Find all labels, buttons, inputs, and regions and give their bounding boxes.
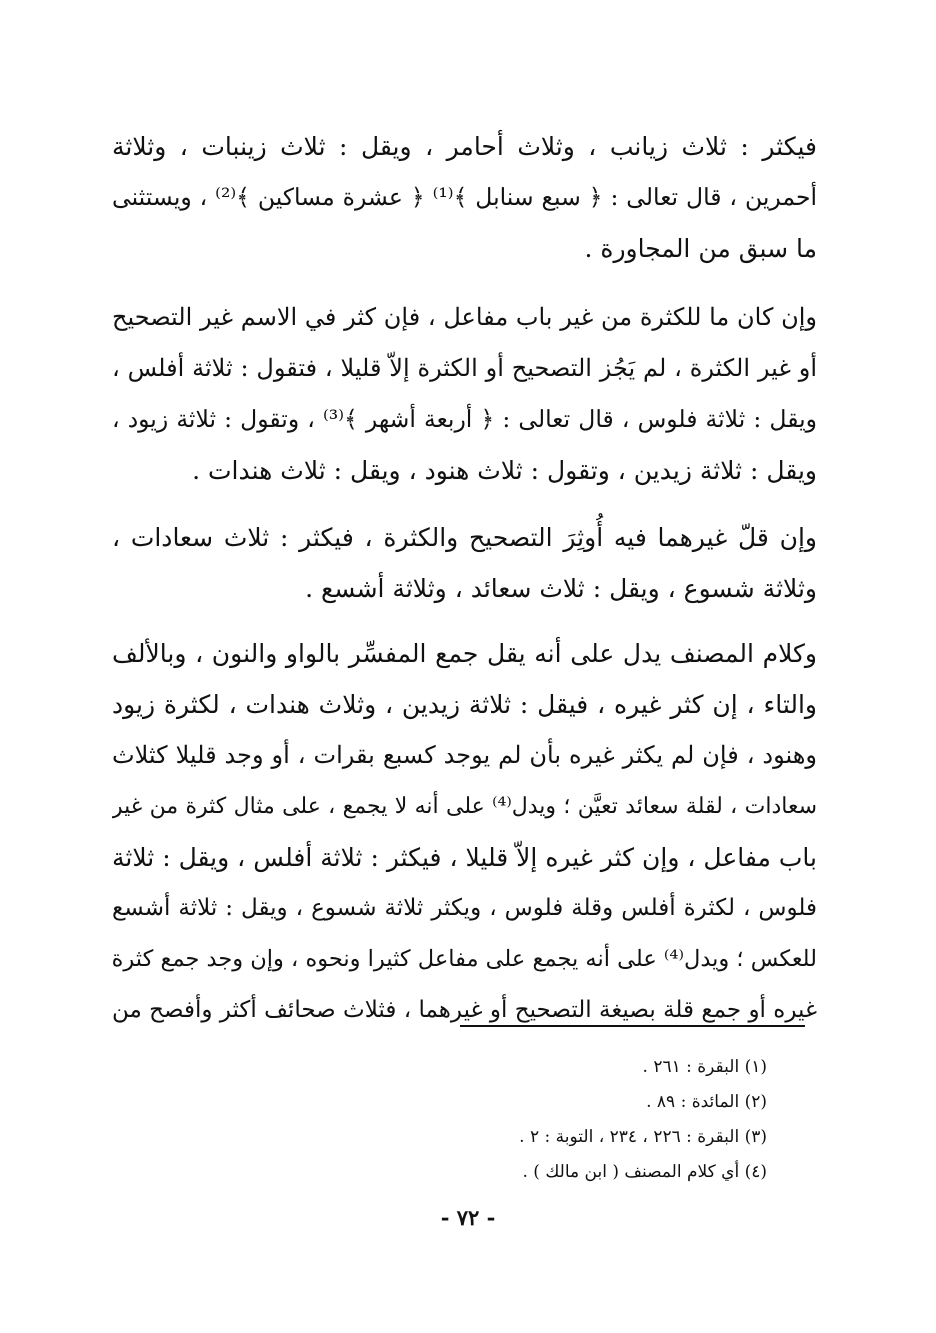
- text-line: غيره أو جمع قلة بصيغة التصحيح أو غيرهما ، فثلاث صحائف أكثر وأفصح من: [112, 997, 817, 1023]
- footnote-1: (١) البقرة : ٢٦١ .: [642, 1057, 767, 1077]
- text-line: وكلام المصنف يدل على أنه يقل جمع المفسِّر بالواو والنون ، وبالألف: [112, 639, 817, 668]
- footnote-4: (٤) أي كلام المصنف ( ابن مالك ) .: [522, 1162, 767, 1182]
- text-line: وإن قلّ غيرهما فيه أُوثِرَ التصحيح والكثرة ، فيكثر : ثلاث سعادات ،: [112, 523, 817, 552]
- text-line: أو غير الكثرة ، لم يَجُز التصحيح أو الكثرة إلاّ قليلا ، فتقول : ثلاثة أفلس ،: [112, 354, 817, 382]
- paragraph-4: [112, 628, 817, 1036]
- text-line: وثلاثة شسوع ، ويقل : ثلاث سعائد ، وثلاثة أشسع .: [305, 574, 817, 603]
- text-line: ويقل : ثلاثة فلوس ، قال تعالى : ﴿ أربعة أشهر ﴾⁽³⁾ ، وتقول : ثلاثة زيود ،: [112, 405, 817, 433]
- page-number: - ٧٢ -: [440, 1205, 496, 1230]
- paragraph-3: [112, 512, 817, 614]
- text-line: وإن كان ما للكثرة من غير باب مفاعل ، فإن كثر في الاسم غير التصحيح: [112, 303, 817, 331]
- text-line: وهنود ، فإن لم يكثر غيره بأن لم يوجد كسبع بقرات ، أو وجد قليلا كثلاث: [112, 741, 817, 769]
- footnote-3: (٣) البقرة : ٢٢٦ ، ٢٣٤ ، التوبة : ٢ .: [519, 1127, 767, 1147]
- text-line: والتاء ، إن كثر غيره ، فيقل : ثلاثة زيدين ، وثلاث هندات ، لكثرة زيود: [112, 690, 817, 719]
- footnote-2: (٢) المائدة : ٨٩ .: [646, 1092, 767, 1112]
- paragraph-2: [112, 292, 817, 496]
- footnotes: [300, 1050, 767, 1190]
- footnote-divider: [460, 1025, 805, 1027]
- paragraph-1: [112, 121, 817, 274]
- text-line: باب مفاعل ، وإن كثر غيره إلاّ قليلا ، فيكثر : ثلاثة أفلس ، ويقل : ثلاثة: [112, 843, 817, 872]
- text-line: فيكثر : ثلاث زيانب ، وثلاث أحامر ، ويقل : ثلاث زينبات ، وثلاثة: [112, 132, 817, 161]
- text-line: أحمرين ، قال تعالى : ﴿ سبع سنابل ﴾⁽¹⁾ ﴿ عشرة مساكين ﴾⁽²⁾ ، ويستثنى: [112, 183, 817, 211]
- text-line: ما سبق من المجاورة .: [584, 234, 817, 263]
- text-line: سعادات ، لقلة سعائد تعيَّن ؛ ويدل⁽⁴⁾ على أنه لا يجمع ، على مثال كثرة من غير: [112, 794, 817, 819]
- text-line: ويقل : ثلاثة زيدين ، وتقول : ثلاث هنود ، ويقل : ثلاث هندات .: [192, 456, 817, 485]
- text-line: للعكس ؛ ويدل⁽⁴⁾ على أنه يجمع على مفاعل كثيرا ونحوه ، وإن وجد جمع كثرة: [112, 946, 817, 972]
- text-line: فلوس ، لكثرة أفلس وقلة فلوس ، ويكثر ثلاثة شسوع ، ويقل : ثلاثة أشسع: [112, 895, 817, 921]
